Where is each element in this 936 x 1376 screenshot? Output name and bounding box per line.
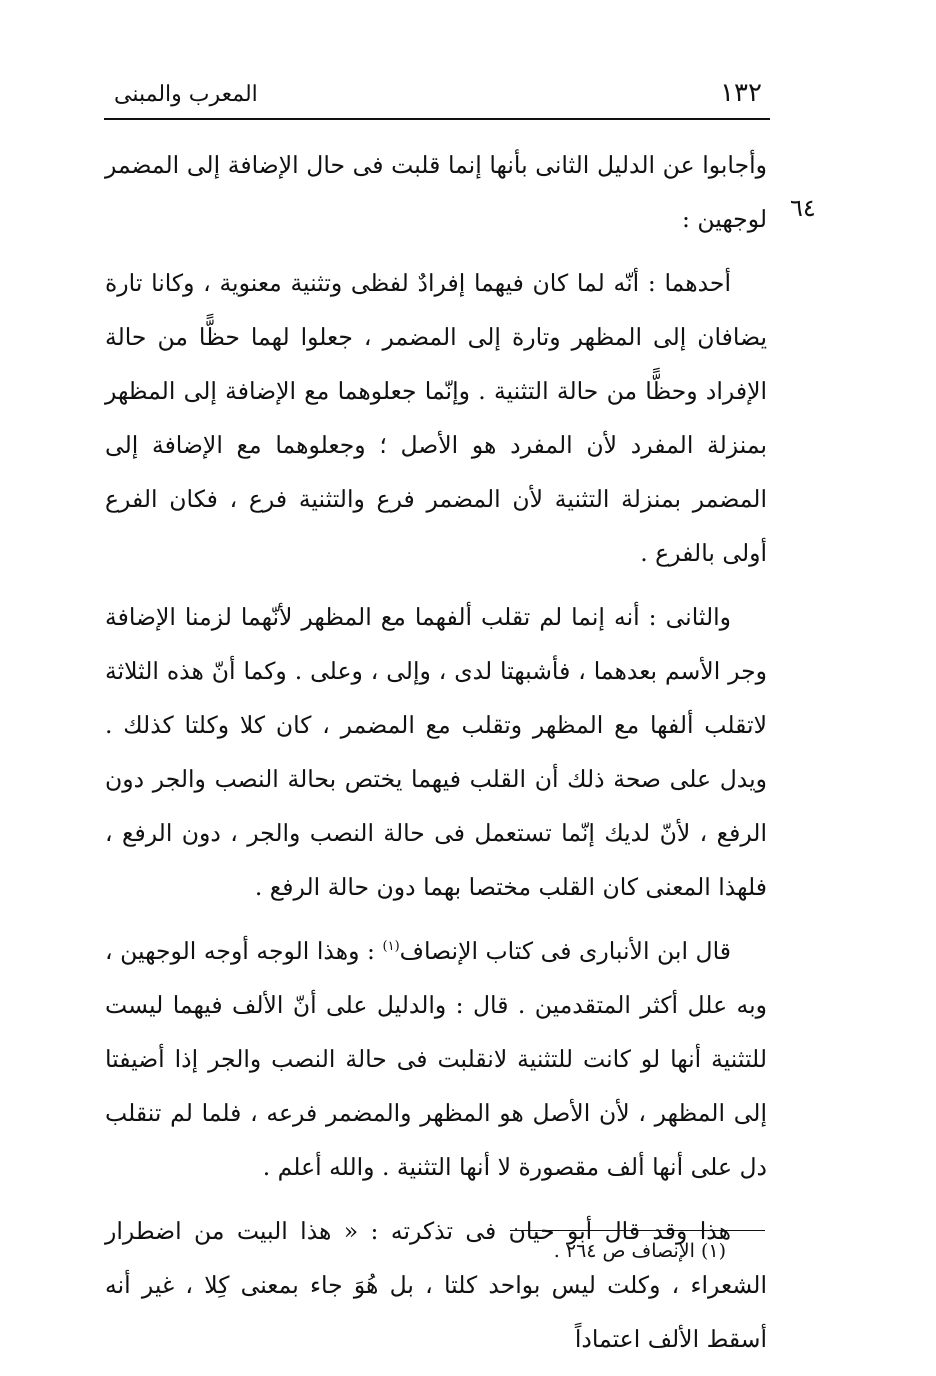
paragraph-1: وأجابوا عن الدليل الثانى بأنها إنما قلبت فى حال الإضافة إلى المضمر لوجهين : xyxy=(105,151,767,233)
paragraph-5: هذا وقد قال أبو حيان فى تذكرته : « هذا البيت من اضطرار الشعراء ، وكلت ليس بواحد كلتا ، بل هُوَ جاء بمعنى كِلا ، غير أنه أسقط الألف اعتماداً xyxy=(105,1217,767,1353)
footnote-rule xyxy=(510,1230,765,1231)
paragraph-3: والثانى : أنه إنما لم تقلب ألفهما مع المظهر لأنّهما لزمنا الإضافة وجر الأسم بعدهما ، فأشبهتا لدى ، وإلى ، وعلى . وكما أنّ هذه الثلاثة لاتقلب ألفها مع المظهر وتقلب مع المضمر ، كان كلا وكلتا كذلك . ويدل على صحة ذلك أن القلب فيهما يختص بحالة النصب والجر دون الرفع ، لأنّ لديك إنّما تستعمل فى حالة النصب والجر ، دون الرفع ، فلهذا المعنى كان القلب مختصا بهما دون حالة الرفع . xyxy=(105,603,767,901)
header-rule xyxy=(104,118,770,120)
running-title: المعرب والمبنى xyxy=(114,82,258,107)
page-number: ١٣٢ xyxy=(720,78,762,108)
paragraph-4: قال ابن الأنبارى فى كتاب الإنصاف$^{(١)}$ : وهذا الوجه أوجه الوجهين ، وبه علل أكثر المتقدمين . قال : والدليل على أنّ الألف فيهما ليست للتثنية أنها لو كانت للتثنية لانقلبت فى حالة النصب والجر إذا أضيفتا إلى المظهر ، لأن الأصل هو المظهر والمضمر فرعه ، فلما لم تنقلب دل على أنها ألف مقصورة لا أنها التثنية . والله أعلم . xyxy=(105,937,767,1181)
footnote-marker: (١) xyxy=(382,939,400,955)
paragraph-2: أحدهما : أنّه لما كان فيهما إفرادٌ لفظى وتثنية معنوية ، وكانا تارة يضافان إلى المظهر وتارة إلى المضمر ، جعلوا لهما حظًّا من حالة الإفراد وحظًّا من حالة التثنية . وإنّما جعلوهما مع الإضافة إلى المظهر بمنزلة المفرد لأن المفرد هو الأصل ؛ وجعلوهما مع الإضافة إلى المضمر بمنزلة التثنية لأن المضمر فرع والتثنية فرع ، فكان الفرع أولى بالفرع . xyxy=(105,269,767,567)
page-header xyxy=(104,72,770,120)
body-text xyxy=(105,138,767,1376)
footnote: (١) الإنصاف ص ٢٦٤ . xyxy=(553,1240,726,1262)
margin-reference-number: ٦٤ xyxy=(790,194,816,222)
